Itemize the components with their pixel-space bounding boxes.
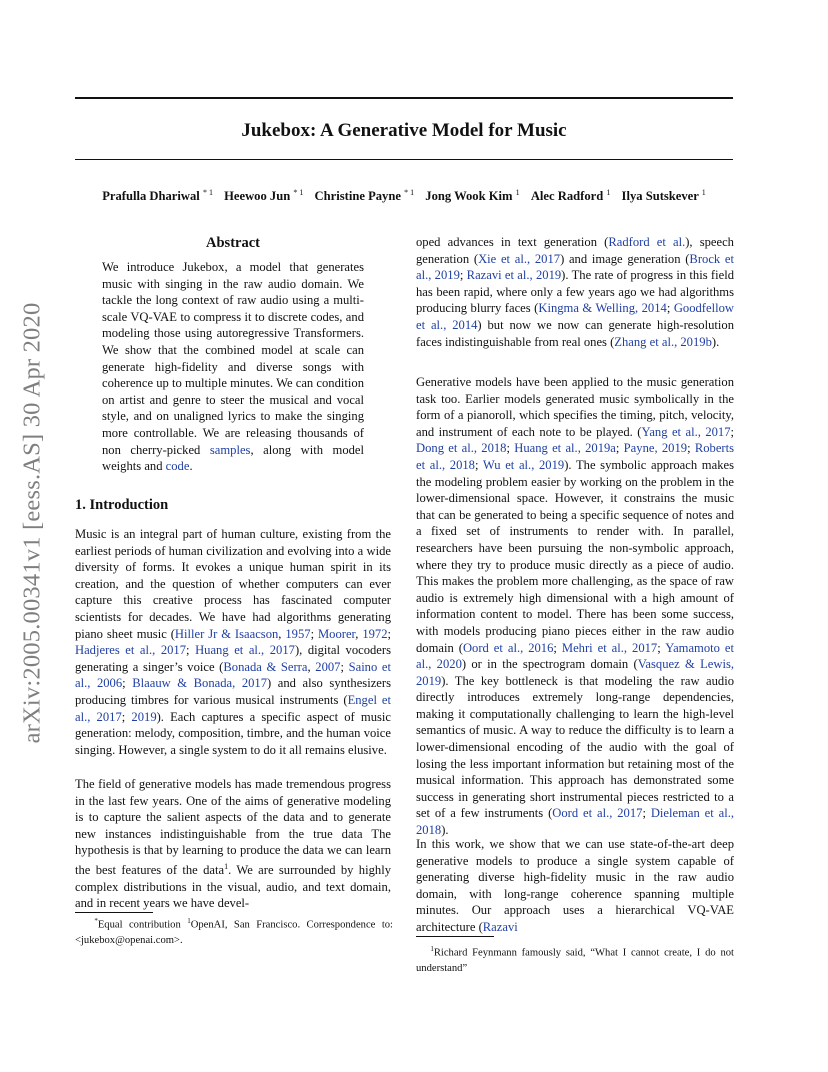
citation-link[interactable]: Hiller Jr & Isaacson [174, 626, 279, 641]
paragraph-text: ; [310, 626, 318, 641]
footnote-marker[interactable]: 1 [224, 861, 229, 871]
arxiv-stamp [14, 278, 50, 768]
citation-link[interactable]: Blaauw & Bonada, 2017 [132, 676, 268, 691]
paragraph-text: , [307, 659, 316, 674]
paragraph-text: ), speech generation ( [416, 235, 734, 266]
author: Christine Payne $^{* 1}$ [314, 188, 415, 204]
intro-paragraph-2: The field of generative models has made tremendous progress in the last few years. One of the aims of generative modeling is to capture the salient aspects of the data and to generate new instances indistinguishable from the true data The hypothesis is that by learning to produce the data we can learn the best features of the data$^1$. We are surrounded by highly complex distributions in the visual, audio, and text domain, and in recent years we have devel- [75, 777, 391, 911]
author: Prafulla Dhariwal $^{* 1}$ [102, 188, 213, 204]
paragraph-text: ; [121, 709, 132, 724]
citation-link[interactable]: Razavi [482, 919, 518, 934]
paragraph-text: , [355, 626, 363, 641]
citation-link[interactable]: Goodfellow et al., 2014 [416, 301, 734, 332]
paragraph-text: oped advances in text generation ( [416, 235, 609, 249]
paragraph-text: ) and image generation ( [560, 251, 690, 266]
citation-link[interactable]: Bonada & Serra [223, 659, 308, 674]
section-heading-introduction: 1. Introduction [75, 497, 169, 513]
author: Alec Radford $^1$ [530, 188, 611, 204]
citation-link[interactable]: Mehri et al., 2017 [561, 640, 658, 655]
paper-title: Jukebox: A Generative Model for Music [241, 120, 567, 141]
paragraph-text: ; [615, 441, 624, 456]
footnote-affiliation: *Equal contribution $^1$OpenAI, San Francisco. Correspondence to: <jukebox@openai.com>. [75, 917, 394, 946]
abstract-heading: Abstract [206, 235, 260, 251]
paragraph-text: Generative models have been applied to the music generation task too. Earlier models generated music symbolically in the form of a pianoroll, which specifies the timing, pitch, velocity, and instrument of each note to be played. ( [416, 375, 734, 439]
intro-paragraph-3 [416, 234, 734, 350]
citation-link[interactable]: Dong et al., 2018 [416, 441, 507, 456]
paragraph-text: ). Each captures a specific aspect of music generation: melody, composition, timbre, and the human voice singing. However, a single system to do it all remains elusive. [75, 709, 392, 757]
paragraph-text: ; [666, 301, 674, 316]
arxiv-stamp-text: arXiv:2005.00341v1 [eess.AS] 30 Apr 2020 [18, 302, 46, 744]
paragraph-text: ; [474, 457, 483, 472]
citation-link[interactable]: Yang et al., 2017 [641, 424, 731, 439]
intro-paragraph-5 [416, 836, 734, 936]
citation-link[interactable]: Moorer [317, 626, 356, 641]
citation-link[interactable]: 1972 [362, 626, 388, 641]
citation-link[interactable]: Zhang et al., 2019b [614, 334, 712, 349]
paragraph-text: ; [553, 640, 562, 655]
samples-link[interactable]: samples [209, 442, 251, 457]
citation-link[interactable]: Brock et al., 2019 [416, 251, 735, 283]
paragraph-text: ; [506, 441, 515, 456]
paragraph-text: ; [657, 640, 666, 655]
paragraph-text: ). The key bottleneck is that modeling the raw audio directly introduces extremely long-range dependencies, making it computationally challenging to learn the high-level semantics of music. A way to reduce the difficulty is to learn a lower-dimensional encoding of the audio with the goal of losing the less important information but retaining most of the musical information. This approach has demonstrated some success in generating short instrumental pieces restricted to a set of a few instruments ( [416, 673, 734, 821]
paragraph-text: ; [122, 676, 133, 691]
paragraph-text: ; [730, 424, 735, 439]
citation-link[interactable]: 2019 [131, 709, 157, 724]
paragraph-text: ). The symbolic approach makes the modeling problem easier by working on the problem in the lower-dimensional space. However, it constrains the music that can be generated to being a specific sequence of notes and a fixed set of instruments to render with. In parallel, researchers have been pursuing the non-symbolic approach, where they try to produce music directly as a piece of audio. This makes the problem more challenging, as the space of raw audio is extremely high dimensional with a high amount of information content to model. There has been some success, with models producing piano pieces either in the raw audio domain ( [416, 457, 734, 655]
author-list [60, 188, 748, 204]
title-rule-bottom [75, 159, 733, 160]
paragraph-text: Music is an integral part of human culture, existing from the earliest periods of human civilization and evolving into a wide diversity of forms. It evokes a unique human spirit in its creation, and the question of whether computers can ever capture this creative process has fascinated computer scientists for decades. We have had algorithms generating piano sheet music ( [75, 527, 391, 641]
citation-link[interactable]: Xie et al., 2017 [478, 251, 561, 266]
citation-link[interactable]: Wu et al., 2019 [482, 457, 565, 472]
intro-paragraph-1 [75, 526, 391, 758]
paragraph-text: ; [387, 626, 392, 641]
citation-link[interactable]: Radford et al. [608, 235, 686, 249]
footnote-rule [75, 912, 153, 913]
author: Ilya Sutskever $^1$ [621, 188, 706, 204]
citation-link[interactable]: Hadjeres et al., 2017 [75, 643, 187, 658]
paragraph-text: , [278, 626, 286, 641]
citation-link[interactable]: Saino et al., 2006 [75, 659, 391, 691]
citation-link[interactable]: Oord et al., 2016 [462, 640, 554, 655]
citation-link[interactable]: Kingma & Welling, 2014 [538, 301, 667, 316]
citation-link[interactable]: Roberts et al., 2018 [416, 441, 735, 472]
paragraph-text: ). The rate of progress in this field has been rapid, where only a few years ago we had algorithms producing blurry faces ( [416, 268, 734, 316]
code-link[interactable]: code [165, 459, 190, 474]
paragraph-text: ; [186, 643, 196, 658]
footnote-rule [416, 936, 494, 937]
paragraph-text: ; [642, 806, 651, 821]
citation-link[interactable]: Payne, 2019 [623, 441, 688, 456]
citation-link[interactable]: Dieleman et al., 2018 [416, 806, 734, 838]
citation-link[interactable]: 2007 [315, 659, 341, 674]
citation-link[interactable]: Huang et al., 2019a [514, 441, 616, 456]
paragraph-text: ), digital vocoders generating a singer’s voice ( [75, 643, 391, 674]
citation-link[interactable]: Yamamoto et al., 2020 [416, 640, 735, 672]
citation-link[interactable]: Huang et al., 2017 [195, 643, 295, 658]
intro-paragraph-4 [416, 374, 734, 839]
paragraph-text: ) but now we now can generate high-resolution faces indistinguishable from real ones ( [416, 317, 734, 349]
paragraph-text: ; [459, 268, 467, 283]
paragraph-text: In this work, we show that we can use state-of-the-art deep generative models to produce a single system capable of generating diverse high-fidelity music in the raw audio domain, with long-range coherence spanning multiple minutes. Our approach uses a hierarchical VQ-VAE architecture ( [416, 837, 734, 934]
footnote-feynman: $^1$Richard Feynmann famously said, “What I cannot create, I do not understand” [416, 945, 734, 974]
citation-link[interactable]: Engel et al., 2017 [75, 692, 391, 724]
citation-link[interactable]: 1957 [285, 626, 311, 641]
abstract-body: We introduce Jukebox, a model that generates music with singing in the raw audio domain. We tackle the long context of raw audio using a multi-scale VQ-VAE to compress it to discrete codes, and modeling those using autoregressive Transformers. We show that the combined model at scale can generate high-fidelity and diverse songs with coherence up to multiple minutes. We can condition on artist and genre to steer the musical and vocal style, and on unaligned lyrics to make the singing more controllable. We are releasing thousands of non cherry-picked samples, along with model weights and code. [102, 260, 365, 474]
citation-link[interactable]: Oord et al., 2017 [552, 806, 643, 821]
title-rule-top [75, 97, 733, 99]
citation-link[interactable]: Razavi et al., 2019 [466, 268, 562, 283]
paragraph-text: ). [441, 823, 449, 838]
citation-link[interactable]: Vasquez & Lewis, 2019 [416, 657, 734, 688]
paragraph-text: ; [340, 659, 349, 674]
author: Heewoo Jun $^{* 1}$ [224, 188, 304, 204]
paragraph-text: ) or in the spectrogram domain ( [461, 657, 638, 672]
paragraph-text: ) and also synthesizers producing timbres for various musical instruments ( [75, 676, 391, 707]
author: Jong Wook Kim $^1$ [425, 188, 520, 204]
paragraph-text: ). [711, 334, 720, 349]
paragraph-text: ; [687, 441, 695, 456]
